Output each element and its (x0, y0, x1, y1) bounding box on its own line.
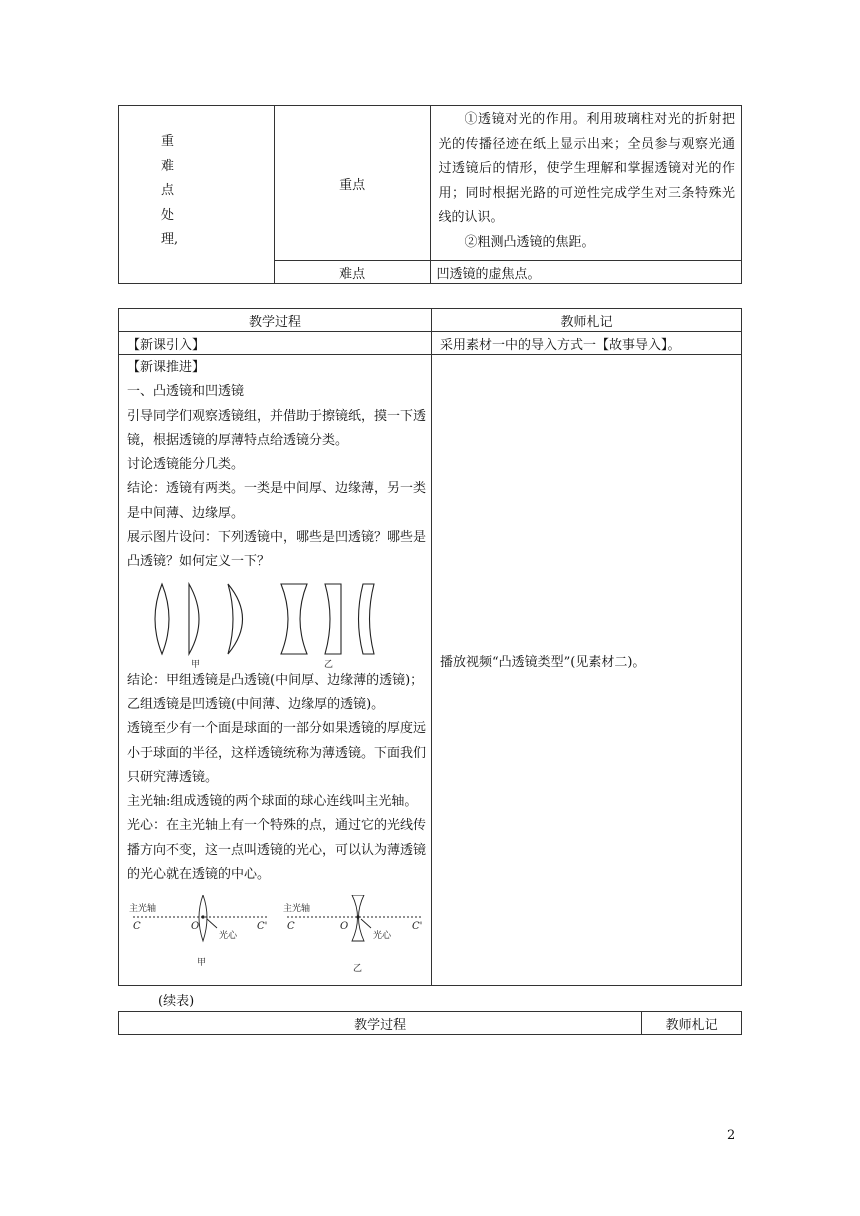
meniscus-concave-lens-shape (359, 584, 375, 654)
video-note-cell (432, 355, 742, 986)
key-point-2: ②粗测凸透镜的焦距。 (464, 234, 595, 250)
notes-col-header: 教师札记 (642, 1012, 742, 1035)
difficult-point-label: 难点 (274, 261, 430, 284)
difficult-point-content: 凹透镜的虚焦点。 (430, 261, 742, 284)
point-c-prime-label: C' (412, 921, 423, 933)
lens-group-a-label: 甲 (191, 659, 201, 669)
section-title-char: 处 (161, 207, 175, 223)
process-col-header: 教学过程 (119, 309, 432, 332)
section-title-char: 理, (161, 232, 179, 247)
process-col-header: 教学过程 (119, 1012, 642, 1035)
lens-group-b-label: 乙 (324, 659, 334, 669)
advance-heading: 【新课推进】 (127, 360, 206, 375)
plano-concave-lens-shape (325, 584, 341, 654)
optical-center-pointer (361, 919, 371, 928)
process-text: 主光轴:组成透镜的两个球面的球心连线叫主光轴。 (127, 794, 418, 810)
video-note: 播放视频“凸透镜类型”(见素材二)。 (440, 655, 646, 670)
point-c-label: C (133, 921, 141, 933)
continued-table (118, 1011, 742, 1035)
process-text: 透镜至少有一个面是球面的一部分如果透镜的厚度远小于球面的半径，这样透镜统称为薄透镜。下面我们只研究薄透镜。 (127, 721, 427, 785)
optical-center-label: 光心 (373, 931, 392, 942)
key-point-content (430, 106, 742, 261)
key-point-label: 重点 (274, 106, 430, 261)
process-text: 展示图片设问：下列透镜中，哪些是凹透镜？哪些是凸透镜？如何定义一下？ (127, 530, 427, 570)
advance-content (119, 355, 432, 986)
intro-label: 【新课引入】 (119, 332, 432, 355)
point-o-label: O (340, 921, 349, 933)
continued-label: (续表) (158, 994, 195, 1009)
point-o-label: O (191, 921, 200, 933)
process-text: 引导同学们观察透镜组，并借助于擦镜纸，摸一下透镜，根据透镜的厚薄特点给透镜分类。 (127, 408, 427, 448)
section-title-char: 点 (161, 183, 175, 198)
section-title-char: 重 (161, 134, 175, 149)
process-text: 光心：在主光轴上有一个特殊的点，通过它的光线传播方向不变，这一点叫透镜的光心，可以认为薄透镜的光心就在透镜的中心。 (127, 818, 427, 883)
process-text: 结论：甲组透镜是凸透镜(中间厚、边缘薄的透镜)；乙组透镜是凹透镜(中间薄、边缘厚的透镜)。 (127, 672, 424, 712)
process-table (118, 308, 742, 986)
biconvex-lens-shape (155, 584, 169, 654)
point-c-label: C (287, 921, 295, 933)
convex-figure-label: 甲 (197, 958, 207, 969)
optical-center-dot (201, 916, 204, 919)
process-text: 结论：透镜有两类。一类是中间厚、边缘薄，另一类是中间薄、边缘厚。 (127, 481, 427, 521)
page-number: 2 (727, 1128, 736, 1143)
section-title (119, 106, 275, 284)
principal-axis-figure (127, 895, 427, 973)
concave-figure-label: 乙 (353, 964, 363, 974)
process-text: 讨论透镜能分几类。 (127, 457, 245, 473)
optical-center-dot (356, 916, 359, 919)
biconcave-lens-shape (281, 584, 307, 654)
section-title-char: 难 (161, 158, 175, 174)
difficulty-table (118, 105, 742, 284)
intro-note: 采用素材一中的导入方式一【故事导入】。 (432, 332, 742, 355)
meniscus-convex-lens-shape (228, 584, 243, 654)
optical-center-label: 光心 (219, 931, 238, 942)
section-heading-lenses: 一、凸透镜和凹透镜 (127, 384, 245, 400)
point-c-prime-label: C' (257, 921, 268, 933)
principal-axis-label: 主光轴 (129, 904, 157, 915)
principal-axis-label: 主光轴 (283, 904, 311, 915)
key-point-1: ①透镜对光的作用。利用玻璃柱对光的折射把光的传播径迹在纸上显示出来；全员参与观察光通过透镜后的情形，使学生理解和掌握透镜对光的作用；同时根据光路的可逆性完成学生对三条特殊光线的认识。 (438, 112, 735, 225)
notes-col-header: 教师札记 (432, 309, 742, 332)
lens-types-figure (147, 581, 387, 669)
plano-convex-lens-shape (189, 584, 199, 654)
optical-center-pointer (207, 919, 217, 928)
